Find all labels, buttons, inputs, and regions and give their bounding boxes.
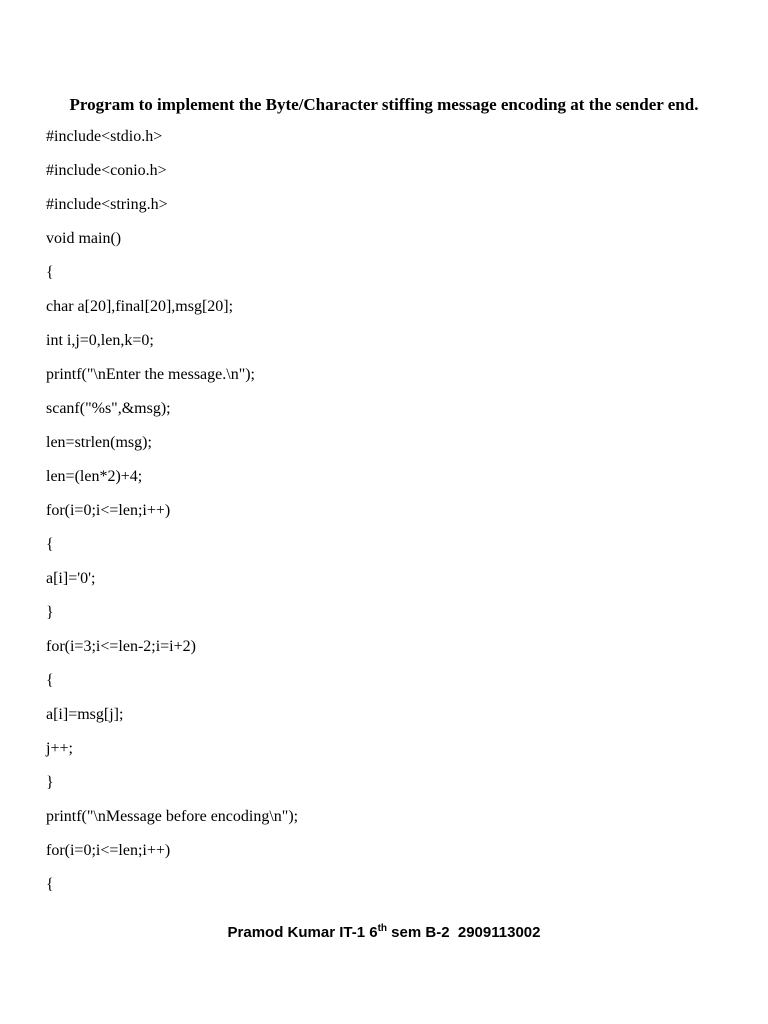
author-footer: [0, 924, 768, 941]
code-line: #include<conio.h>: [46, 162, 167, 179]
code-line: printf("\nEnter the message.\n");: [46, 366, 255, 383]
code-line: {: [46, 536, 54, 553]
code-line: j++;: [46, 740, 73, 757]
code-line: {: [46, 672, 54, 689]
footer-superscript: th: [377, 923, 388, 934]
code-line: a[i]=msg[j];: [46, 706, 124, 723]
code-line: printf("\nMessage before encoding\n");: [46, 808, 299, 825]
footer-suffix: sem B-2 2909113002: [387, 924, 541, 941]
code-line: {: [46, 876, 54, 893]
code-line: a[i]='0';: [46, 570, 96, 587]
code-line: }: [46, 604, 54, 621]
code-line: len=(len*2)+4;: [46, 468, 143, 485]
code-line: #include<string.h>: [46, 196, 168, 213]
code-line: for(i=0;i<=len;i++): [46, 502, 171, 519]
code-line: char a[20],final[20],msg[20];: [46, 298, 234, 315]
code-line: for(i=3;i<=len-2;i=i+2): [46, 638, 196, 655]
code-line: len=strlen(msg);: [46, 434, 152, 451]
code-line: scanf("%s",&msg);: [46, 400, 171, 417]
code-line: #include<stdio.h>: [46, 128, 163, 145]
code-line: }: [46, 774, 54, 791]
code-line: void main(): [46, 230, 122, 247]
footer-prefix: Pramod Kumar IT-1 6: [227, 924, 378, 941]
code-line: int i,j=0,len,k=0;: [46, 332, 154, 349]
document-title: Program to implement the Byte/Character stiffing message encoding at the sender end.: [69, 95, 699, 114]
code-block: [46, 120, 298, 902]
code-line: {: [46, 264, 54, 281]
code-line: for(i=0;i<=len;i++): [46, 842, 171, 859]
